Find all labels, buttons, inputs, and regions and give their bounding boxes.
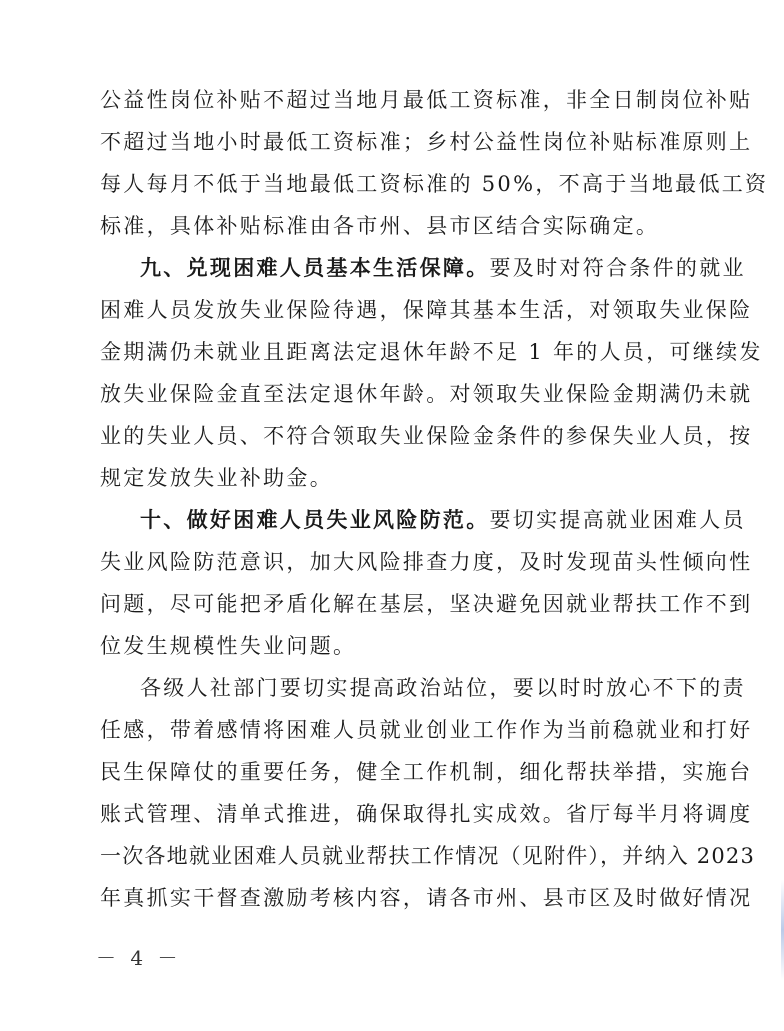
body-text-line: 公益性岗位补贴不超过当地月最低工资标准，非全日制岗位补贴 (100, 88, 753, 112)
body-text-line: 任感，带着感情将困难人员就业创业工作作为当前稳就业和打好 (100, 718, 753, 742)
section-10-first-line-text: 要切实提高就业困难人员 (489, 508, 746, 532)
body-text-line: 失业风险防范意识，加大风险排查力度，及时发现苗头性倾向性 (100, 550, 753, 574)
body-text-line: 年真抓实干督查激励考核内容，请各市州、县市区及时做好情况 (100, 886, 753, 910)
section-9-first-line-text: 要及时对符合条件的就业 (489, 256, 746, 280)
body-text-line: 困难人员发放失业保险待遇，保障其基本生活，对领取失业保险 (100, 298, 753, 322)
body-text-line: 不超过当地小时最低工资标准；乡村公益性岗位补贴标准原则上 (100, 130, 753, 154)
section-9-heading: 九、兑现困难人员基本生活保障。 (140, 256, 490, 280)
section-10-heading: 十、做好困难人员失业风险防范。 (140, 508, 490, 532)
section-10-first-line (140, 505, 746, 535)
body-text-line: 每人每月不低于当地最低工资标准的 50%，不高于当地最低工资 (100, 172, 769, 196)
body-text-line: 一次各地就业困难人员就业帮扶工作情况（见附件），并纳入 2023 (100, 844, 756, 868)
body-text-line: 规定发放失业补助金。 (100, 466, 333, 490)
page-number: － 4 － (96, 946, 182, 970)
body-text-line: 账式管理、清单式推进，确保取得扎实成效。省厅每半月将调度 (100, 802, 753, 826)
section-9-first-line (140, 253, 746, 283)
body-text-line: 金期满仍未就业且距离法定退休年龄不足 1 年的人员，可继续发 (100, 340, 763, 364)
body-text-line: 标准，具体补贴标准由各市州、县市区结合实际确定。 (100, 214, 660, 238)
body-text-line: 各级人社部门要切实提高政治站位，要以时时放心不下的责 (140, 676, 746, 700)
body-text-line: 民生保障仗的重要任务，健全工作机制，细化帮扶举措，实施台 (100, 760, 753, 784)
body-text-line: 位发生规模性失业问题。 (100, 634, 357, 658)
body-text-line: 问题，尽可能把矛盾化解在基层，坚决避免因就业帮扶工作不到 (100, 592, 753, 616)
body-text-line: 业的失业人员、不符合领取失业保险金条件的参保失业人员，按 (100, 424, 753, 448)
body-text-line: 放失业保险金直至法定退休年龄。对领取失业保险金期满仍未就 (100, 382, 753, 406)
